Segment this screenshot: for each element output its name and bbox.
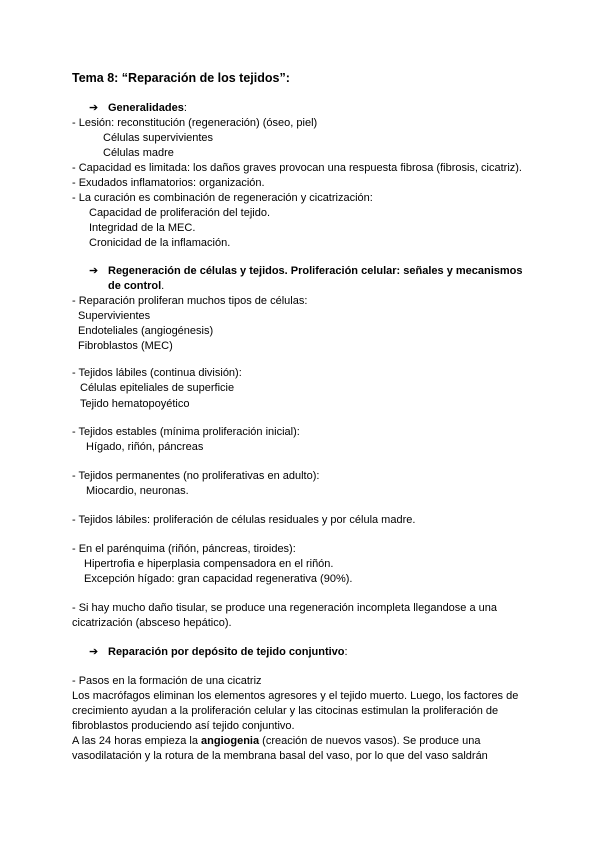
text-line: Fibroblastos (MEC) xyxy=(78,340,173,352)
text-line: vasodilatación y la rotura de la membrana basal del vaso, por lo que del vaso saldrán xyxy=(72,750,488,762)
text-line-angiogenia xyxy=(72,734,480,748)
heading-text: de control xyxy=(108,280,162,292)
text-line: - Reparación proliferan muchos tipos de células: xyxy=(72,295,308,307)
heading-text: Generalidades xyxy=(108,102,184,114)
section-heading-generalidades xyxy=(108,101,187,115)
heading-tail: : xyxy=(344,646,348,658)
heading-tail: : xyxy=(183,102,187,114)
text-line: Los macrófagos eliminan los elementos agresores y el tejido muerto. Luego, los factores de xyxy=(72,690,519,702)
text-line: - Si hay mucho daño tisular, se produce una regeneración incompleta llegandose a una xyxy=(72,602,497,614)
text-line: fibroblastos produciendo así tejido conjuntivo. xyxy=(72,720,295,732)
text-line: - Capacidad es limitada: los daños graves provocan una respuesta fibrosa (fibrosis, cicatriz). xyxy=(72,162,522,174)
text-line: Miocardio, neuronas. xyxy=(86,485,189,497)
text-line: - En el parénquima (riñón, páncreas, tiroides): xyxy=(72,543,296,555)
text-line: Células epiteliales de superficie xyxy=(80,382,235,394)
arrow-icon: ➔ xyxy=(89,646,99,658)
text-line: Integridad de la MEC. xyxy=(89,222,196,234)
text-line: Células supervivientes xyxy=(103,132,214,144)
text-line: cicatrización (absceso hepático). xyxy=(72,617,232,629)
section-heading-deposito xyxy=(108,645,348,659)
text-line: Excepción hígado: gran capacidad regenerativa (90%). xyxy=(84,573,353,585)
section-heading-regeneracion: Regeneración de células y tejidos. Proliferación celular: señales y mecanismos xyxy=(108,265,523,277)
text-line: Cronicidad de la inflamación. xyxy=(89,237,231,249)
heading-text: Reparación por depósito de tejido conjuntivo xyxy=(108,646,345,658)
arrow-icon: ➔ xyxy=(89,102,99,114)
text-line: - Tejidos lábiles: proliferación de células residuales y por célula madre. xyxy=(72,514,416,526)
section-heading-regeneracion-cont xyxy=(108,279,164,293)
heading-tail: . xyxy=(161,280,165,292)
text-line: crecimiento ayudan a la proliferación celular y las citocinas estimulan la proliferación de xyxy=(72,705,499,717)
text-segment: A las 24 horas empieza la xyxy=(72,735,202,747)
text-line: Supervivientes xyxy=(78,310,151,322)
text-line: - Tejidos lábiles (continua división): xyxy=(72,367,242,379)
text-line: Hígado, riñón, páncreas xyxy=(86,441,204,453)
text-line: Tejido hematopoyético xyxy=(80,398,190,410)
arrow-icon: ➔ xyxy=(89,265,99,277)
text-line: - La curación es combinación de regeneración y cicatrización: xyxy=(72,192,373,204)
text-line: Capacidad de proliferación del tejido. xyxy=(89,207,271,219)
text-line: - Pasos en la formación de una cicatriz xyxy=(72,675,262,687)
document-title: Tema 8: “Reparación de los tejidos”: xyxy=(72,71,290,85)
text-line: - Tejidos permanentes (no proliferativas en adulto): xyxy=(72,470,320,482)
text-line: - Lesión: reconstitución (regeneración) (óseo, piel) xyxy=(72,117,318,129)
text-line: - Tejidos estables (mínima proliferación inicial): xyxy=(72,426,300,438)
text-line: Células madre xyxy=(103,147,174,159)
text-line: Hipertrofia e hiperplasia compensadora en el riñón. xyxy=(84,558,334,570)
emphasis-term: angiogenia xyxy=(201,735,260,747)
text-line: - Exudados inflamatorios: organización. xyxy=(72,177,265,189)
text-segment: (creación de nuevos vasos). Se produce una xyxy=(259,735,481,747)
text-line: Endoteliales (angiogénesis) xyxy=(78,325,214,337)
